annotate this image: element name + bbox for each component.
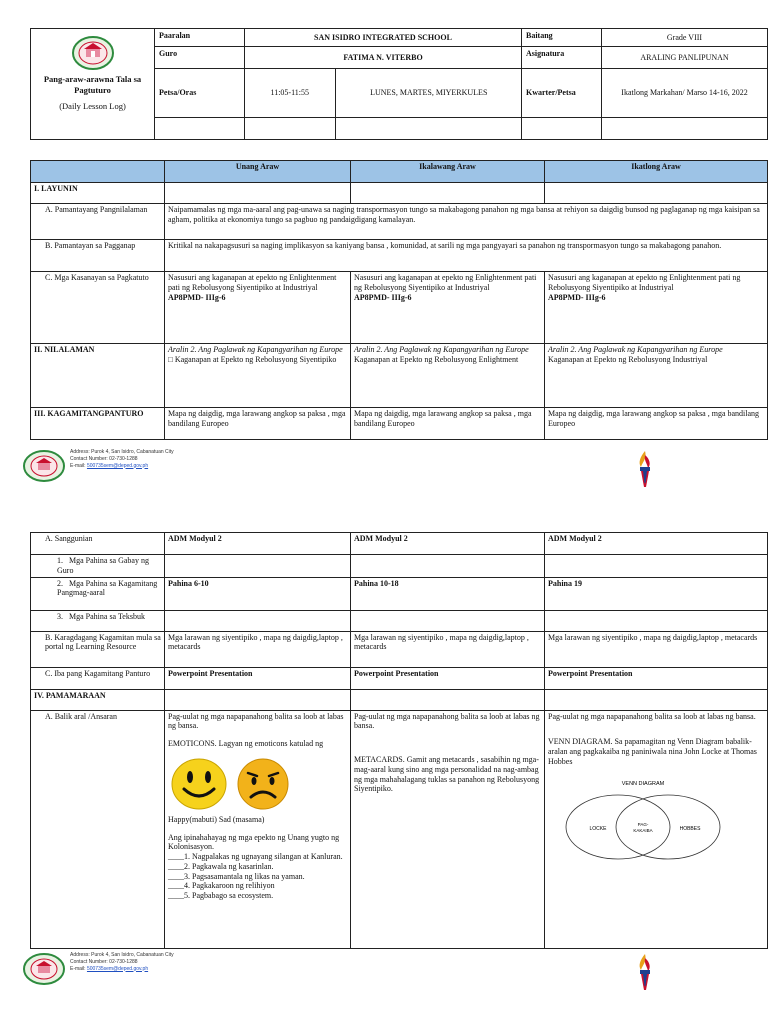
empty-cell [351,183,545,204]
kagamitan-day-3: Mapa ng daigdig, mga larawang angkop sa paksa , mga bandilang Europeo [545,408,768,440]
teksbuk-label [31,610,165,631]
footer-school-logo-icon [22,952,66,986]
kasanayan-text: Nasusuri ang kaganapan at epekto ng Enlightenment pati ng Rebolusyong Siyentipiko at Industriyal [168,273,337,292]
empty-cell [522,118,602,140]
nilalaman-day-3 [545,344,768,408]
empty-cell [545,610,768,631]
emoticons-text: EMOTICONS. Lagyan ng emoticons katulad ng [168,739,324,748]
empty-cell [351,555,545,578]
balik-aral-day-3 [545,710,768,948]
footer-email-label: E-mail: [70,462,86,469]
kolonisasyon-instruction: Ang ipinahahayag ng mga epekto ng Unang yugto ng Kolonisasyon. [168,832,340,852]
emoticons-images [168,755,347,813]
competency-code: AP8PMD- IIIg-6 [354,292,412,302]
kasanayan-text: Nasusuri ang kaganapan at epekto ng Enlightenment pati ng Rebolusyong Siyentipiko at Industriyal [548,273,741,292]
empty-cell [602,118,768,140]
balik-aral-day-2 [351,710,545,948]
empty-cell [165,610,351,631]
pamantayang-pangnilalaman-text: Naipamamalas ng mga ma-aaral ang pag-unawa sa naging transpormasyon tungo sa makabagong panahon ng mga bansa at rehiyon sa daigdig bunsod ng paglaganap ng mga kaisipan sa agham, politika at ekonomiya tungo sa pagbuo ng pandaigdigang kamalayan. [165,204,768,240]
item-number: 1. [57,556,63,565]
balita-text: Pag-uulat ng mga napapanahong balita sa loob at labas ng bansa. [354,711,540,731]
balik-aral-label: A. Balik aral /Ansaran [31,710,165,948]
aralin-title: Aralin 2. Ang Paglawak ng Kapangyarihan ng Europe [168,345,343,354]
asignatura-label: Asignatura [522,47,602,69]
lesson-table-page-1 [30,160,768,440]
baitang-label: Baitang [522,29,602,47]
kasanayan-label: C. Mga Kasanayan sa Pagkatuto [31,272,165,344]
empty-cell [351,610,545,631]
kagamitang-pangmag-aaral-label [31,577,165,610]
karagdagang-kagamitan-label: B. Karagdagang Kagamitan mula sa portal ng Learning Resource [31,631,165,667]
empty-cell [335,118,522,139]
footer-contact-number: Contact Number: 02-730-1288 [70,455,138,462]
aralin-title: Aralin 2. Ang Paglawak ng Kapangyarihan ng Europe [354,345,529,354]
baitang-value: Grade VIII [602,29,768,47]
empty-cell [351,689,545,710]
footer-email-label: E-mail: [70,965,86,972]
nilalaman-day-2 [351,344,545,408]
empty-cell [165,555,351,578]
guro-label: Guro [155,47,245,69]
iba-pang-kagamitan-label: C. Iba pang Kagamitang Panturo [31,667,165,689]
kwarter-value: Ikatlong Markahan/ Marso 14-16, 2022 [602,69,768,118]
kagamitan-title: III. KAGAMITANGPANTURO [31,408,165,440]
asignatura-value: ARALING PANLIPUNAN [602,47,768,69]
oras-value: 11:05-11:55 [245,69,335,117]
sanggunian-day-2: ADM Modyul 2 [351,533,545,555]
pamantayang-pangnilalaman-label: A. Pamantayang Pangnilalaman [31,204,165,240]
day-header-2: Ikalawang Araw [351,161,545,183]
item-number: 3. [57,611,63,621]
balita-text: Pag-uulat ng mga napapanahong balita sa loob at labas ng bansa. [548,711,756,721]
empty-cell [245,118,522,140]
pamantayan-sa-pagganap-text: Kritikal na nakapagsusuri sa naging implikasyon sa kaniyang bansa , komunidad, at sarili ng mga pangyayari sa panahon ng transpormasyon tungo sa makabagong panahon. [165,240,768,272]
header-corner-cell [31,161,165,183]
balik-aral-day-1 [165,710,351,948]
petsa-label: Petsa/Oras [155,69,245,118]
empty-cell [545,555,768,578]
footer-contact-text [70,449,174,469]
lesson-log-title: Pang-araw-arawna Tala sa Pagtuturo [43,74,142,95]
deped-torch-icon [632,952,658,992]
sanggunian-day-3: ADM Modyul 2 [545,533,768,555]
araw-value: LUNES, MARTES, MIYERKULES [370,88,488,98]
aralin-detail: Kaganapan at Epekto ng Rebolusyong Enlightment [354,354,519,364]
school-logo-icon [71,35,115,71]
karagdagang-day-2: Mga larawan ng siyentipiko , mapa ng daigdig,laptop , metacards [351,631,545,667]
sanggunian-label: A. Sanggunian [31,533,165,555]
smiley-caption: Happy(mabuti) Sad (masama) [168,814,265,824]
footer-address: Address: Purok 4, San Isidro, Cabanatuan City [70,449,174,455]
empty-inner-table [245,118,522,139]
list-item: ____2. Pagkawala ng kasarinlan. [168,861,274,871]
aralin-detail: □ Kaganapan at Epekto ng Rebolusyong Siyentipiko [168,354,337,364]
iba-pang-day-1: Powerpoint Presentation [165,667,351,689]
empty-cell [165,689,351,710]
list-item: ____3. Pagsasamantala ng likas na yaman. [168,871,305,881]
competency-code: AP8PMD- IIIg-6 [548,292,606,302]
page-footer-2 [22,952,762,986]
venn-middle-label: PAG- [637,821,649,827]
venn-right-label: HOBBES [679,825,701,832]
karagdagang-day-1: Mga larawan ng siyentipiko , mapa ng daigdig,laptop , metacards [165,631,351,667]
pamantayan-sa-pagganap-label: B. Pamantayan sa Pagganap [31,240,165,272]
kasanayan-day-3 [545,272,768,344]
footer-email-link[interactable]: 500735sem@deped.gov.ph [86,965,149,972]
footer-address: Address: Purok 4, San Isidro, Cabanatuan City [70,952,174,958]
page-footer-1 [22,449,762,483]
competency-code: AP8PMD- IIIg-6 [168,292,226,302]
pahina-day-1: Pahina 6-10 [165,577,351,610]
footer-school-logo-icon [22,449,66,483]
header-logo-cell [31,29,155,140]
venn-text: VENN DIAGRAM. Sa papamagitan ng Venn Diagram babalik-aralan ang pagkakaiba ng paniniwala nina John Locke at Thomas Hobbes [548,737,757,766]
guro-value: FATIMA N. VITERBO [245,47,522,69]
aralin-detail: Kaganapan at Epekto ng Rebolusyong Industriyal [548,354,708,364]
empty-cell [545,689,768,710]
kasanayan-day-2 [351,272,545,344]
item-label: Mga Pahina sa Teksbuk [69,611,145,621]
happy-smiley-icon [170,757,228,811]
list-item: ____5. Pagbabago sa ecosystem. [168,891,274,900]
iba-pang-day-2: Powerpoint Presentation [351,667,545,689]
item-number: 2. [57,578,63,588]
gabay-guro-label [31,555,165,578]
kagamitan-day-2: Mapa ng daigdig, mga larawang angkop sa paksa , mga bandilang Europeo [351,408,545,440]
pahina-day-3: Pahina 19 [545,577,768,610]
petsa-inner-table [245,69,522,117]
sanggunian-day-1: ADM Modyul 2 [165,533,351,555]
venn-middle-label: KAKAIBA [633,827,653,833]
kagamitan-day-1: Mapa ng daigdig, mga larawang angkop sa paksa , mga bandilang Europeo [165,408,351,440]
paaralan-label: Paaralan [155,29,245,47]
kasanayan-day-1 [165,272,351,344]
nilalaman-title: II. NILALAMAN [31,344,165,408]
empty-cell [165,183,351,204]
empty-cell [545,183,768,204]
empty-cell [155,118,245,140]
lesson-table-page-2 [30,532,768,949]
list-item: ____1. Nagpalakas ng ugnayang silangan at Kanluran. [168,852,343,861]
footer-contact-number: Contact Number: 02-730-1288 [70,958,138,965]
footer-contact-text [70,952,174,972]
venn-diagram [548,775,738,867]
kasanayan-text: Nasusuri ang kaganapan at epekto ng Enlightenment pati ng Rebolusyong Siyentipiko at Industriyal [354,273,537,292]
footer-email-link[interactable]: 500735sem@deped.gov.ph [86,462,149,469]
day-header-3: Ikatlong Araw [545,161,768,183]
sad-face-icon [236,757,290,811]
pahina-day-2: Pahina 10-18 [351,577,545,610]
item-label: Mga Pahina sa Gabay ng Guro [57,556,149,575]
nilalaman-day-1 [165,344,351,408]
kwarter-label: Kwarter/Petsa [522,69,602,118]
metacards-text: METACARDS. Gamit ang metacards , sasabihin ng mga-mag-aaral kung sino ang mga personalidad na nag-ambag ng mga mahahalagang tuklas sa panahon ng Rebolusyong Siyentipiko. [354,755,540,794]
paaralan-value: SAN ISIDRO INTEGRATED SCHOOL [245,29,522,47]
iba-pang-day-3: Powerpoint Presentation [545,667,768,689]
balita-text: Pag-uulat ng mga napapanahong balita sa loob at labas ng bansa. [168,711,344,731]
petsa-value-cell [245,69,522,118]
pamamaraan-title: IV. PAMAMARAAN [31,689,165,710]
lesson-log-subtitle: (Daily Lesson Log) [59,101,126,112]
list-item: ____4. Pagkakaroon ng relihiyon [168,881,275,891]
layunin-title: I. LAYUNIN [31,183,165,204]
karagdagang-day-3: Mga larawan ng siyentipiko , mapa ng daigdig,laptop , metacards [545,631,768,667]
venn-left-label: LOCKE [589,825,607,832]
aralin-title: Aralin 2. Ang Paglawak ng Kapangyarihan ng Europe [548,345,723,354]
empty-cell [245,118,335,139]
deped-torch-icon [632,449,658,489]
header-table [30,28,768,140]
venn-title: VENN DIAGRAM [621,780,665,787]
day-header-1: Unang Araw [165,161,351,183]
item-label: Mga Pahina sa Kagamitang Pangmag-aaral [57,578,158,598]
